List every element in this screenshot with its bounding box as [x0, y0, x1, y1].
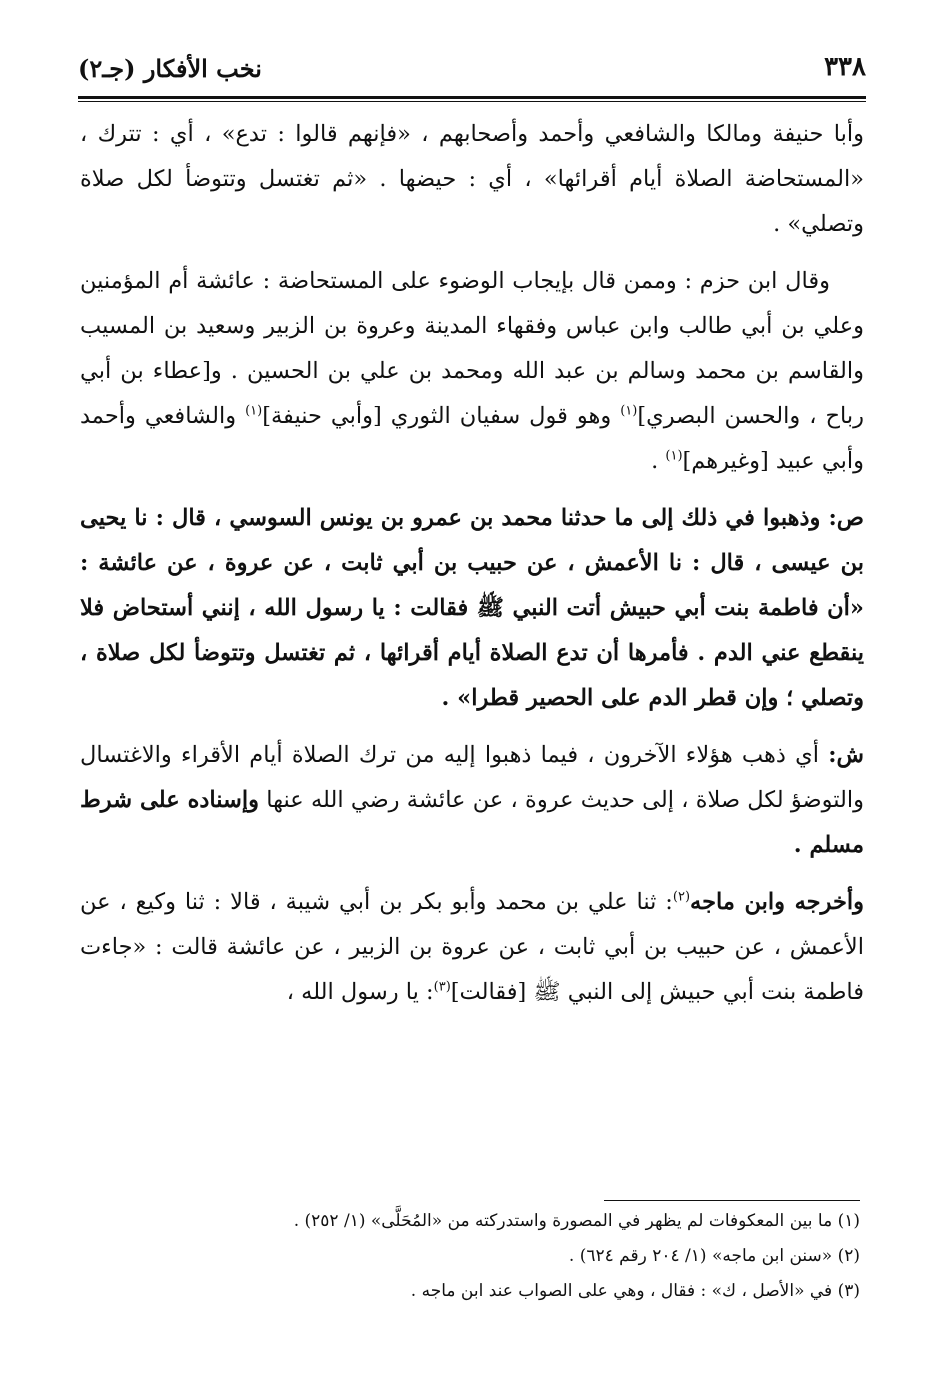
- paragraph-5-label: وأخرجه وابن ماجه: [690, 889, 864, 915]
- paragraph-1-text: وأبا حنيفة ومالكا والشافعي وأحمد وأصحابهم ، «فإنهم قالوا : تدع» ، أي : تترك ، «المستحاضة الصلاة أيام أقرائها» ، أي : حيضها . «ثم تغتسل وتتوضأ لكل صلاة وتصلي» .: [80, 121, 864, 237]
- paragraph-5-text-b: : يا رسول الله ،: [286, 979, 434, 1005]
- page-number: ٣٣٨: [824, 52, 866, 82]
- paragraph-3-label: ص:: [828, 505, 864, 531]
- paragraph-3-text: وذهبوا في ذلك إلى ما حدثنا محمد بن عمرو بن يونس السوسي ، قال : نا يحيى بن عيسى ، قال : نا الأعمش ، عن حبيب بن أبي ثابت ، عن عروة ، عن عائشة : «أن فاطمة بنت أبي حبيش أتت النبي ﷺ فقالت : يا رسول الله ، إنني أستحاض فلا ينقطع عني الدم . فأمرها أن تدع الصلاة أيام أقرائها ، ثم تغتسل وتتوضأ لكل صلاة ، وتصلي ؛ وإن قطر الدم على الحصير قطرا» .: [80, 505, 864, 711]
- paragraph-4-bold-tail: وإسناده على شرط مسلم .: [80, 787, 864, 858]
- footnote-separator: [604, 1200, 860, 1201]
- paragraph-2: [80, 259, 864, 484]
- page-header: [78, 52, 866, 92]
- footnote-1: (١) ما بين المعكوفات لم يظهر في المصورة واستدركته من «المُحَلَّى» (١/ ٢٥٢) .: [293, 1211, 860, 1231]
- header-rule-thin: [78, 101, 866, 102]
- footnote-3: (٣) في «الأصل ، ك» : فقال ، وهي على الصواب عند ابن ماجه .: [410, 1281, 860, 1301]
- paragraph-5: [80, 880, 864, 1015]
- footnote-ref[interactable]: (١): [245, 403, 263, 419]
- paragraph-2-text-c: والشافعي وأحمد وأبي عبيد [وغيرهم]: [80, 403, 864, 474]
- paragraph-4-label: ش:: [828, 742, 864, 768]
- footnote-ref[interactable]: (٢): [672, 889, 691, 905]
- paragraph-4-text: أي ذهب هؤلاء الآخرون ، فيما ذهبوا إليه من ترك الصلاة أيام الأقراء والاغتسال والتوضؤ لكل صلاة ، إلى حديث عروة ، عن عائشة رضي الله عنها: [80, 742, 864, 813]
- footnote-ref[interactable]: (١): [620, 403, 638, 419]
- paragraph-2-text-d: .: [651, 448, 666, 474]
- paragraph-5-text: : ثنا علي بن محمد وأبو بكر بن أبي شيبة ، قالا : ثنا وكيع ، عن الأعمش ، عن حبيب بن أبي ثابت ، عن عروة بن الزبير ، عن عائشة قالت : «جاءت فاطمة بنت أبي حبيش إلى النبي ﷺ [فقالت]: [80, 889, 864, 1005]
- footnote-ref[interactable]: (٣): [433, 979, 451, 995]
- paragraph-2-text-b: وهو قول سفيان الثوري [وأبي حنيفة]: [262, 403, 621, 429]
- paragraph-1: [80, 112, 864, 247]
- footnote-ref[interactable]: (١): [665, 448, 683, 464]
- running-title: نخب الأفكار (جـ٢): [78, 54, 262, 83]
- paragraph-2-text: وقال ابن حزم : وممن قال بإيجاب الوضوء على المستحاضة : عائشة أم المؤمنين وعلي بن أبي طالب وابن عباس وفقهاء المدينة وعروة بن الزبير وسعيد بن المسيب والقاسم بن محمد وسالم بن عبد الله ومحمد بن علي بن الحسين . و[عطاء بن أبي رباح ، والحسن البصري]: [80, 268, 864, 429]
- main-text: [80, 112, 864, 1027]
- header-rule-thick: [78, 96, 866, 99]
- paragraph-4: [80, 733, 864, 868]
- footnotes: [80, 1204, 860, 1309]
- paragraph-3: [80, 496, 864, 721]
- footnote-2: (٢) «سنن ابن ماجه» (١/ ٢٠٤ رقم ٦٢٤) .: [568, 1246, 860, 1266]
